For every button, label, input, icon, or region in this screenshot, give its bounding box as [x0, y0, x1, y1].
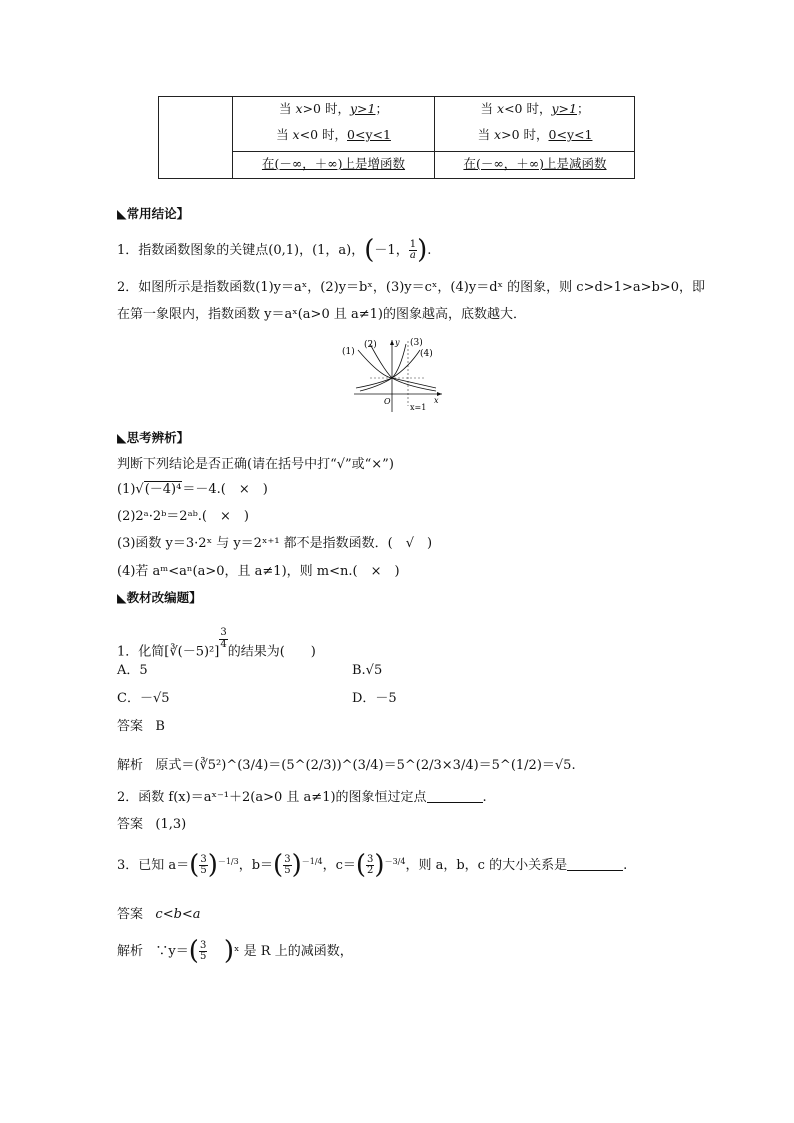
conclusion-2-line1: 2．如图所示是指数函数(1)y＝aˣ，(2)y＝bˣ，(3)y＝cˣ，(4)y＝dˣ 的图象，则 c>d>1>a>b>0，即	[117, 280, 705, 295]
origin-label: O	[384, 397, 391, 406]
conclusion-1: 1．指数函数图象的关键点(0,1)，(1，a)，(－1， $\frac{1}{a}$ ).	[117, 235, 432, 265]
conclusion-2-line2: 在第一象限内，指数函数 y＝aˣ(a>0 且 a≠1)的图象越高，底数越大．	[117, 307, 526, 322]
table-cell-decreasing-cond1: 当 x<0 时，y>1；	[480, 101, 590, 116]
table-cell-increasing-cond2: 当 x<0 时，0<y<1	[276, 127, 391, 142]
option-d: D．－5	[352, 691, 397, 706]
table-cell-increasing-cond1: 当 x>0 时，y>1；	[279, 101, 388, 116]
table-cell-decreasing: 在(－∞，＋∞)上是减函数	[463, 156, 607, 171]
option-c: C．－√5	[117, 691, 170, 706]
think-q2: (2)2ᵃ·2ᵇ＝2ᵃᵇ.( × )	[117, 509, 249, 524]
table-divider	[232, 151, 634, 152]
table-cell-increasing: 在(－∞，＋∞)上是增函数	[261, 156, 406, 171]
properties-table	[158, 96, 635, 179]
curve-label-1: (1)	[342, 347, 355, 357]
curve-label-2: (2)	[364, 340, 377, 350]
answer-3: 答案 c<b<a	[117, 907, 201, 922]
textbook-q1: 1．化简[∛(－5)²] $^{\frac{3}{4}}$ 的结果为( )	[117, 627, 316, 660]
textbook-q2: 2．函数 f(x)＝aˣ⁻¹＋2(a>0 且 a≠1)的图象恒过定点 .	[117, 790, 487, 805]
textbook-q3: 3．已知 a＝( $\frac{3}{5}$ )$^{-1/3}$，b＝( $\frac{3}{5}$ )$^{-1/4}$，c＝( $\frac{3}{2}$ )$^{-3/4}$，则 a，b，c 的大小关系是 .	[117, 850, 628, 880]
think-intro: 判断下列结论是否正确(请在括号中打“√”或“×”)	[117, 457, 394, 472]
section-heading-textbook: ◣教材改编题】	[117, 590, 202, 605]
y-axis-label: y	[395, 338, 400, 347]
answer-2: 答案 (1,3)	[117, 817, 187, 832]
think-q3: (3)函数 y＝3·2ˣ 与 y＝2ˣ⁺¹ 都不是指数函数．( √ )	[117, 536, 433, 551]
exponential-graph	[340, 336, 450, 416]
answer-1: 答案 B	[117, 719, 165, 734]
think-q1: (1)√(－4)⁴＝－4.( × )	[117, 482, 268, 497]
option-a: A．5	[117, 663, 148, 678]
section-heading-common: ◣常用结论】	[117, 206, 190, 221]
think-q4: (4)若 aᵐ<aⁿ(a>0，且 a≠1)，则 m<n.( × )	[117, 564, 400, 579]
section-heading-think: ◣思考辨析】	[117, 430, 190, 445]
curve-label-4: (4)	[420, 349, 433, 359]
table-cell-decreasing-cond2: 当 x>0 时，0<y<1	[477, 127, 593, 142]
solution-1: 解析 原式＝(∛5²)^(3/4)＝(5^(2/3))^(3/4)＝5^(2/3×3/4)＝5^(1/2)＝√5.	[117, 758, 576, 773]
x1-label: x=1	[410, 403, 427, 412]
option-b: B.√5	[352, 663, 383, 678]
solution-3: 解析 ∵y＝( $\frac{3}{5}$ )ˣ 是 R 上的减函数，	[117, 936, 353, 966]
x-axis-label: x	[434, 396, 439, 405]
curve-label-3: (3)	[410, 338, 423, 348]
